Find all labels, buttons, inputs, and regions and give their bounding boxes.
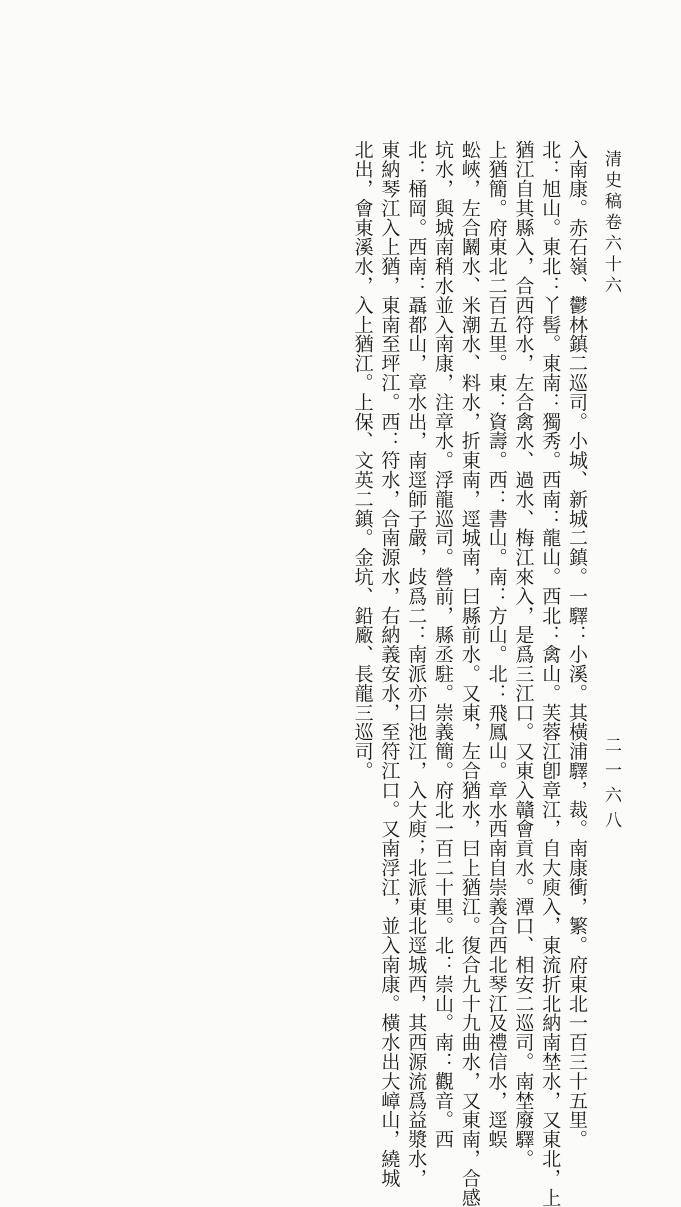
text-line: 北出，會東溪水，入上猶江。上保、文英二鎮。金坑、鉛廠、長龍三巡司。 [351, 140, 374, 781]
text-line: 北：旭山。東北：丫髻。東南：獨秀。西南：龍山。西北：禽山。芙蓉江卽章江，自大庾入，東流折北納南埜水，又東北，上 [539, 140, 562, 1207]
text-line: 入南康。赤石嶺、鬱林鎮二巡司。小城、新城二鎮。一驛：小溪。其橫浦驛，裁。南康衝，繁。府東北一百三十五里。 [566, 140, 588, 1149]
text-line: 東納琴江入上猶，東南至坪江。西：符水，合南源水，右納義安水，至符江口。又南浮江，並入南康。橫水出大嶂山，繞城 [378, 140, 401, 1188]
text-line: 北：桶岡。西南：聶都山，章水出，南逕師子嚴，歧爲二：南派亦曰池江，入大庾；北派東北逕城西，其西源流爲益漿水， [405, 140, 428, 1188]
page-number: 二一六八 [601, 736, 621, 836]
text-line: 蚣峽，左合鬫水、米潮水、料水，折東南，逕城南，曰縣前水。又東，左合猶水，曰上猶江。復合九十九曲水，又東南，合感 [458, 140, 481, 1207]
text-line: 坑水，與城南稍水並入南康，注章水。浮龍巡司。營前，縣丞駐。崇義簡。府北一百二十里。北：崇山。南：觀音。西 [432, 140, 455, 1149]
running-title: 清史稿卷六十六 [601, 150, 621, 297]
main-text [270, 140, 590, 1207]
text-line: 猶江自其縣入，合西符水，左合禽水、過水、梅江來入，是爲三江口。又東入贛會貢水。潭口、相安二巡司。南埜廢驛。 [512, 140, 535, 1169]
text-line: 上猶簡。府東北二百五里。東：資壽。西：書山。南：方山。北：飛鳳山。章水西南自崇義合西北琴江及禮信水，逕蜈 [485, 140, 508, 1149]
